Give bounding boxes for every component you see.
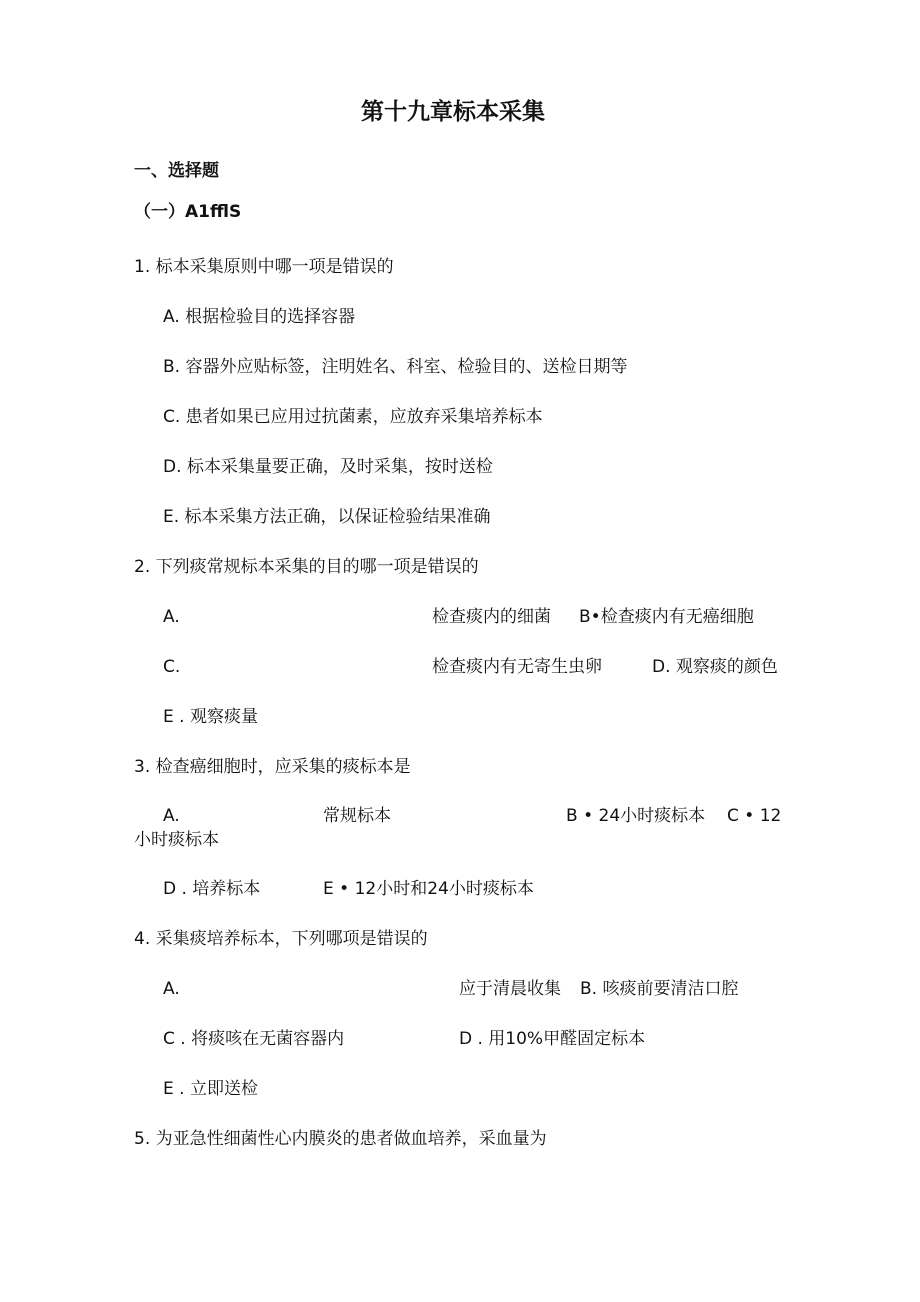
question-2-option-e: E . 观察痰量 <box>163 707 258 727</box>
question-1-stem: 1. 标本采集原则中哪一项是错误的 <box>134 257 394 277</box>
question-1-option-d: D. 标本采集量要正确，及时采集，按时送检 <box>163 457 493 477</box>
subsection-heading: （一）A1fflS <box>134 202 242 222</box>
question-2-option-c-label: C. <box>163 657 181 677</box>
question-3-option-c-wrap: 小时痰标本 <box>134 830 219 850</box>
question-2-option-c-text: 检查痰内有无寄生虫卵 <box>432 657 602 677</box>
question-3-option-a-text: 常规标本 <box>323 806 391 826</box>
question-1-option-a: A. 根据检验目的选择容器 <box>163 307 356 327</box>
question-1-option-b: B. 容器外应贴标签，注明姓名、科室、检验目的、送检日期等 <box>163 357 628 377</box>
question-2-stem: 2. 下列痰常规标本采集的目的哪一项是错误的 <box>134 557 479 577</box>
question-1-option-e: E. 标本采集方法正确，以保证检验结果准确 <box>163 507 491 527</box>
question-3-option-d: D . 培养标本 <box>163 879 261 899</box>
question-3-option-e: E • 12小时和24小时痰标本 <box>323 879 534 899</box>
question-2-option-a-text: 检查痰内的细菌 <box>432 607 551 627</box>
section-heading: 一、选择题 <box>134 161 219 181</box>
question-5-stem: 5. 为亚急性细菌性心内膜炎的患者做血培养，采血量为 <box>134 1129 547 1149</box>
question-2-option-a-label: A. <box>163 607 180 627</box>
question-4-option-e: E . 立即送检 <box>163 1079 258 1099</box>
question-4-option-b: B. 咳痰前要清洁口腔 <box>580 979 739 999</box>
question-2-option-d: D. 观察痰的颜色 <box>652 657 778 677</box>
question-4-option-c: C . 将痰咳在无菌容器内 <box>163 1029 345 1049</box>
question-3-option-a-label: A. <box>163 806 180 826</box>
question-2-option-b: B•检查痰内有无癌细胞 <box>579 607 754 627</box>
question-4-option-d: D . 用10%甲醛固定标本 <box>459 1029 646 1049</box>
page-title: 第十九章标本采集 <box>361 99 545 125</box>
question-4-option-a-label: A. <box>163 979 180 999</box>
question-4-stem: 4. 采集痰培养标本，下列哪项是错误的 <box>134 929 428 949</box>
question-4-option-a-text: 应于清晨收集 <box>459 979 561 999</box>
question-3-option-b: B • 24小时痰标本 <box>566 806 706 826</box>
question-3-option-c: C • 12 <box>727 806 782 826</box>
question-1-option-c: C. 患者如果已应用过抗菌素，应放弃采集培养标本 <box>163 407 543 427</box>
question-3-stem: 3. 检查癌细胞时，应采集的痰标本是 <box>134 757 411 777</box>
